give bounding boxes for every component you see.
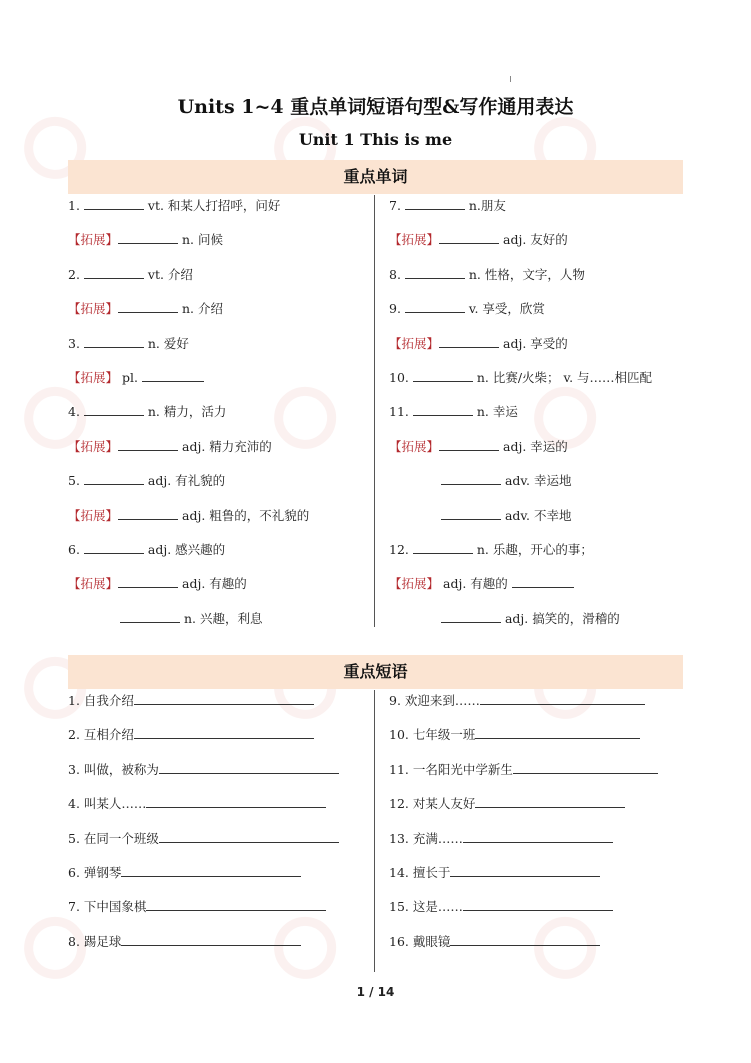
item-number: 11. [389, 761, 413, 777]
answer-blank [413, 403, 473, 416]
extend-tag: 【拓展】 [389, 576, 440, 592]
vocab-item [441, 472, 571, 489]
answer-blank [118, 300, 178, 313]
item-text: adj. 精力充沛的 [178, 438, 272, 454]
answer-blank [84, 266, 144, 279]
answer-blank [463, 830, 613, 843]
answer-blank [441, 507, 501, 520]
item-text: adv. 不幸地 [501, 507, 572, 523]
item-text: adj. 享受的 [499, 335, 568, 351]
item-number: 3. [68, 335, 84, 351]
answer-blank [475, 795, 625, 808]
vocab-item [68, 438, 272, 455]
item-number: 2. [68, 266, 84, 282]
answer-blank [142, 369, 204, 382]
extend-tag: 【拓展】 [389, 335, 440, 351]
item-text: n. 比赛/火柴； v. 与……相匹配 [472, 370, 653, 385]
phrase-item [68, 830, 339, 847]
item-text: 这是…… [412, 899, 463, 915]
answer-blank [463, 898, 613, 911]
vocab-item [389, 403, 518, 420]
item-number: 6. [68, 542, 84, 557]
item-text: 欢迎来到…… [404, 693, 480, 708]
answer-blank [439, 335, 499, 348]
answer-blank [118, 575, 178, 588]
vocab-item [68, 507, 309, 524]
extend-tag: 【拓展】 [68, 438, 119, 454]
item-text: adj. 有礼貌的 [143, 473, 226, 489]
item-text: v. 享受，欣赏 [464, 301, 545, 317]
phrase-item [68, 726, 314, 743]
page-number: 1 / 14 [356, 985, 395, 999]
item-number: 6. [68, 865, 84, 880]
phrase-item [389, 795, 625, 812]
vocab-item [68, 266, 193, 283]
item-text: 弹钢琴 [83, 865, 122, 880]
answer-blank [439, 438, 499, 451]
answer-blank [84, 472, 144, 485]
item-text: adj. 粗鲁的，不礼貌的 [178, 507, 310, 523]
extend-tag: 【拓展】 [68, 507, 119, 523]
phrase-item [68, 898, 326, 915]
item-text: n. 介绍 [178, 301, 223, 317]
answer-blank [134, 692, 314, 705]
answer-blank [513, 761, 658, 774]
vocab-item [441, 610, 620, 627]
item-text: vt. 介绍 [143, 266, 193, 282]
item-text: 七年级一班 [412, 727, 476, 743]
item-text: pl. [118, 370, 142, 385]
item-text: adj. 有趣的 [178, 576, 247, 592]
answer-blank [441, 472, 501, 485]
item-text: n. 精力，活力 [143, 404, 227, 420]
vocab-item [389, 266, 585, 283]
page-title: Units 1~4 重点单词短语句型&写作通用表达 [177, 96, 574, 118]
answer-blank [118, 507, 178, 520]
answer-blank [84, 197, 144, 210]
vocab-item [441, 507, 571, 524]
section-heading-phrases: 重点短语 [68, 655, 683, 689]
vocab-item [389, 438, 568, 455]
answer-blank [84, 541, 144, 554]
item-number: 10. [389, 370, 413, 385]
top-mark [510, 76, 511, 82]
phrase-item [389, 692, 645, 709]
answer-blank [159, 830, 339, 843]
item-number: 8. [68, 933, 84, 949]
item-text: 戴眼镜 [412, 933, 451, 949]
vocab-item [389, 575, 574, 592]
phrase-item [68, 761, 339, 778]
vocab-item [68, 575, 247, 592]
item-number: 12. [389, 542, 413, 557]
item-text: n. 乐趣，开心的事； [472, 542, 593, 557]
vocab-item [68, 472, 225, 489]
answer-blank [405, 197, 465, 210]
item-number: 3. [68, 761, 84, 777]
vocab-item [120, 610, 262, 627]
answer-blank [480, 692, 645, 705]
item-text: 对某人友好 [412, 796, 476, 812]
answer-blank [413, 369, 473, 382]
column-divider [374, 690, 375, 972]
item-number: 2. [68, 727, 84, 743]
item-text: 擅长于 [412, 865, 451, 880]
answer-blank [405, 300, 465, 313]
answer-blank [146, 795, 326, 808]
item-number: 7. [68, 899, 84, 915]
item-number: 10. [389, 727, 413, 743]
item-number: 7. [389, 198, 405, 213]
item-text: 叫做，被称为 [83, 761, 159, 777]
phrase-item [389, 726, 640, 743]
answer-blank [120, 610, 180, 623]
item-text: 踢足球 [83, 933, 122, 949]
phrase-item [389, 898, 613, 915]
phrase-item [389, 933, 600, 950]
answer-blank [118, 438, 178, 451]
item-text: 互相介绍 [83, 727, 134, 743]
vocab-item [68, 541, 225, 558]
item-number: 13. [389, 830, 413, 846]
item-number: 8. [389, 266, 405, 282]
vocab-item [389, 300, 545, 317]
item-text: 自我介绍 [83, 693, 134, 708]
vocab-item [68, 403, 226, 420]
answer-blank [134, 726, 314, 739]
vocab-item [389, 541, 593, 558]
item-number: 16. [389, 933, 413, 949]
item-text: 在同一个班级 [83, 830, 159, 846]
phrase-item [68, 933, 301, 950]
vocab-item [389, 231, 568, 248]
vocab-item [389, 335, 568, 352]
item-text: n. 问候 [178, 232, 223, 248]
extend-tag: 【拓展】 [68, 576, 119, 592]
item-text: 充满…… [412, 830, 463, 846]
item-text: n. 爱好 [143, 335, 189, 351]
item-number: 12. [389, 796, 413, 812]
item-text: adj. 搞笑的，滑稽的 [501, 610, 620, 626]
item-text: adj. 友好的 [499, 232, 568, 248]
vocab-item [68, 231, 223, 248]
answer-blank [405, 266, 465, 279]
answer-blank [118, 231, 178, 244]
item-number: 14. [389, 865, 413, 880]
answer-blank [450, 864, 600, 877]
answer-blank [84, 403, 144, 416]
item-text: n. 性格，文字，人物 [464, 266, 585, 282]
answer-blank [159, 761, 339, 774]
phrase-item [68, 864, 301, 881]
phrase-item [68, 795, 326, 812]
item-number: 1. [68, 198, 84, 213]
item-number: 9. [389, 693, 405, 708]
extend-tag: 【拓展】 [389, 438, 440, 454]
extend-tag: 【拓展】 [68, 301, 119, 317]
vocab-item [68, 335, 189, 352]
item-number: 11. [389, 404, 413, 420]
phrase-item [389, 864, 600, 881]
answer-blank [121, 864, 301, 877]
item-text: n. 兴趣，利息 [180, 610, 263, 626]
answer-blank [413, 541, 473, 554]
vocab-item [68, 369, 204, 386]
answer-blank [450, 933, 600, 946]
item-text: n. 幸运 [472, 404, 518, 420]
vocab-item [389, 369, 652, 386]
item-text: adj. 感兴趣的 [143, 542, 226, 557]
extend-tag: 【拓展】 [389, 232, 440, 248]
answer-blank [512, 575, 574, 588]
answer-blank [439, 231, 499, 244]
answer-blank [84, 335, 144, 348]
item-text: adv. 幸运地 [501, 473, 572, 489]
item-number: 5. [68, 830, 84, 846]
column-divider [374, 195, 375, 627]
item-number: 15. [389, 899, 413, 915]
extend-tag: 【拓展】 [68, 232, 119, 248]
item-text: n.朋友 [464, 198, 506, 213]
vocab-item [68, 300, 223, 317]
vocab-item [68, 197, 280, 214]
item-number: 4. [68, 796, 84, 812]
phrase-item [389, 761, 658, 778]
item-text: adj. 幸运的 [499, 438, 568, 454]
item-number: 4. [68, 404, 84, 420]
item-text: 叫某人…… [83, 796, 147, 812]
item-text: 下中国象棋 [83, 899, 147, 915]
answer-blank [146, 898, 326, 911]
item-text: adj. 有趣的 [439, 576, 512, 592]
unit-title: Unit 1 This is me [298, 130, 453, 149]
item-number: 9. [389, 301, 405, 317]
item-number: 1. [68, 693, 84, 708]
phrase-item [389, 830, 613, 847]
extend-tag: 【拓展】 [68, 370, 119, 385]
answer-blank [475, 726, 640, 739]
vocab-item [389, 197, 506, 214]
item-number: 5. [68, 473, 84, 489]
section-heading-words: 重点单词 [68, 160, 683, 194]
phrase-item [68, 692, 314, 709]
item-text: vt. 和某人打招呼，问好 [143, 198, 281, 213]
answer-blank [441, 610, 501, 623]
answer-blank [121, 933, 301, 946]
item-text: 一名阳光中学新生 [412, 761, 513, 777]
